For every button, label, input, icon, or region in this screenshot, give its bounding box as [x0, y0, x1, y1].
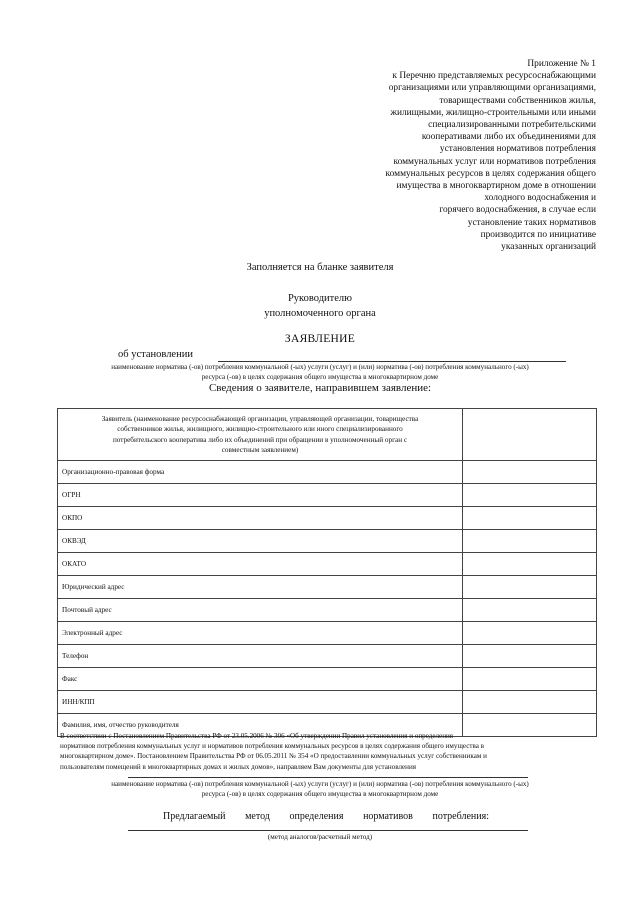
table-row	[58, 461, 597, 484]
about-label: об установлении	[118, 349, 193, 360]
row-label: Фамилия, имя, отчество руководителя	[58, 714, 463, 737]
table-row	[58, 553, 597, 576]
table-row	[58, 576, 597, 599]
table-row	[58, 645, 597, 668]
applicant-info-heading: Сведения о заявителе, направившем заявление:	[208, 382, 432, 394]
method-word: нормативов	[363, 811, 413, 822]
appendix-line: коммунальных ресурсов в целях содержания общего	[385, 168, 596, 179]
appendix-line: установления нормативов потребления	[439, 144, 596, 155]
appendix-line: указанных организаций	[501, 242, 596, 253]
about-caption	[0, 363, 640, 382]
appendix-line: жилищными, жилищно-строительными или иными	[390, 107, 596, 118]
appendix-line: кооперативами либо их объединениями для	[421, 132, 596, 143]
method-prompt	[163, 811, 489, 822]
table-row	[58, 691, 597, 714]
appendix-note	[296, 58, 596, 253]
cell-text: потребительского кооператива либо их объединений при обращении в уполномоченный орган с	[112, 435, 408, 444]
row-label: Юридический адрес	[58, 576, 463, 599]
applicant-table	[57, 408, 597, 737]
addressee	[0, 291, 640, 321]
row-value-cell[interactable]	[463, 530, 597, 553]
cell-text: совместным заявлением)	[221, 445, 299, 454]
table-row	[58, 409, 597, 461]
about-caption-line-2: ресурса (-ов) в целях содержания общего имущества в многоквартирном доме	[201, 372, 439, 381]
method-word: метод	[245, 811, 270, 822]
appendix-line: организациями или управляющими организациями,	[388, 83, 596, 94]
row-label: ОКПО	[58, 507, 463, 530]
row-label: Электронный адрес	[58, 622, 463, 645]
paragraph-line: многоквартирном доме». Постановлением Правительства РФ от 06.05.2011 № 354 «О предоставлении коммунальных услуг собственникам и	[60, 752, 487, 761]
appendix-line: к Перечню представляемых ресурсоснабжающими	[392, 71, 596, 82]
row-label: Факс	[58, 668, 463, 691]
row-value-cell[interactable]	[463, 461, 597, 484]
row-value-cell[interactable]	[463, 691, 597, 714]
appendix-line: товариществами собственников жилья,	[439, 95, 596, 106]
fill-note: Заполняется на бланке заявителя	[246, 262, 394, 273]
paragraph-line: пользователям помещений в многоквартирных домах и жилых домов», направляем Вам документы для установления	[60, 762, 417, 771]
appendix-line: коммунальных услуг или нормативов потребления	[393, 156, 596, 167]
row-label: Организационно-правовая форма	[58, 461, 463, 484]
appendix-line: Приложение № 1	[527, 59, 596, 69]
row-value-cell[interactable]	[463, 622, 597, 645]
about-fill-line[interactable]	[218, 361, 566, 362]
method-word: Предлагаемый	[163, 811, 226, 822]
norm-caption-line-2: ресурса (-ов) в целях содержания общего имущества в многоквартирном доме	[201, 789, 439, 798]
document-title: ЗАЯВЛЕНИЕ	[284, 333, 356, 345]
applicant-label-cell	[58, 409, 463, 461]
legal-paragraph	[60, 731, 597, 772]
table-row	[58, 484, 597, 507]
table-row	[58, 507, 597, 530]
row-label: ОКВЭД	[58, 530, 463, 553]
norm-fill-line[interactable]	[128, 777, 528, 778]
row-value-cell[interactable]	[463, 484, 597, 507]
appendix-line: имущества в многоквартирном доме в отношении	[396, 181, 596, 192]
table-row	[58, 622, 597, 645]
row-label: ОКАТО	[58, 553, 463, 576]
appendix-line: горячего водоснабжения, в случае если	[439, 205, 596, 216]
norm-caption-line-1: наименование норматива (-ов) потребления коммунальной (-ых) услуги (услуг) и (или) норматива (-ов) потребления коммунального (-ых)	[111, 780, 529, 788]
cell-text: Заявитель (наименование ресурсоснабжающей организации, управляющей организации, товарищества	[101, 415, 419, 423]
about-caption-line-1: наименование норматива (-ов) потребления коммунальной (-ых) услуги (услуг) и (или) норматива (-ов) потребления коммунального (-ых)	[111, 363, 529, 371]
row-label: ИНН/КПП	[58, 691, 463, 714]
applicant-value-cell[interactable]	[463, 409, 597, 461]
appendix-line: холодного водоснабжения и	[484, 193, 596, 204]
row-value-cell[interactable]	[463, 645, 597, 668]
method-word: определения	[289, 811, 344, 822]
row-value-cell[interactable]	[463, 553, 597, 576]
table-row	[58, 668, 597, 691]
cell-text: собственников жилья, жилищного, жилищно-строительного или иного специализированного	[117, 425, 403, 434]
addressee-line-1: Руководителю	[287, 293, 353, 304]
norm-caption	[0, 780, 640, 799]
paragraph-line: В соответствии с Постановлением Правительства РФ от 23.05.2006 № 306 «Об утверждении Правил установления и определения	[60, 732, 454, 740]
method-caption: (метод аналогов/расчетный метод)	[267, 833, 373, 841]
row-value-cell[interactable]	[463, 507, 597, 530]
row-value-cell[interactable]	[463, 599, 597, 622]
paragraph-line: нормативов потребления коммунальных услуг и нормативов потребления коммунальных ресурсов в целях содержания общего имущества в	[60, 742, 485, 751]
row-label: ОГРН	[58, 484, 463, 507]
addressee-line-2: уполномоченного органа	[264, 308, 376, 319]
table-row	[58, 599, 597, 622]
row-value-cell[interactable]	[463, 576, 597, 599]
appendix-line: специализированными потребительскими	[428, 120, 596, 131]
row-label: Телефон	[58, 645, 463, 668]
table-row	[58, 530, 597, 553]
method-fill-line[interactable]	[128, 830, 528, 831]
appendix-line: установление таких нормативов	[467, 217, 596, 228]
row-label: Почтовый адрес	[58, 599, 463, 622]
method-word: потребления:	[432, 811, 489, 822]
row-value-cell[interactable]	[463, 668, 597, 691]
appendix-line: производится по инициативе	[480, 229, 596, 240]
